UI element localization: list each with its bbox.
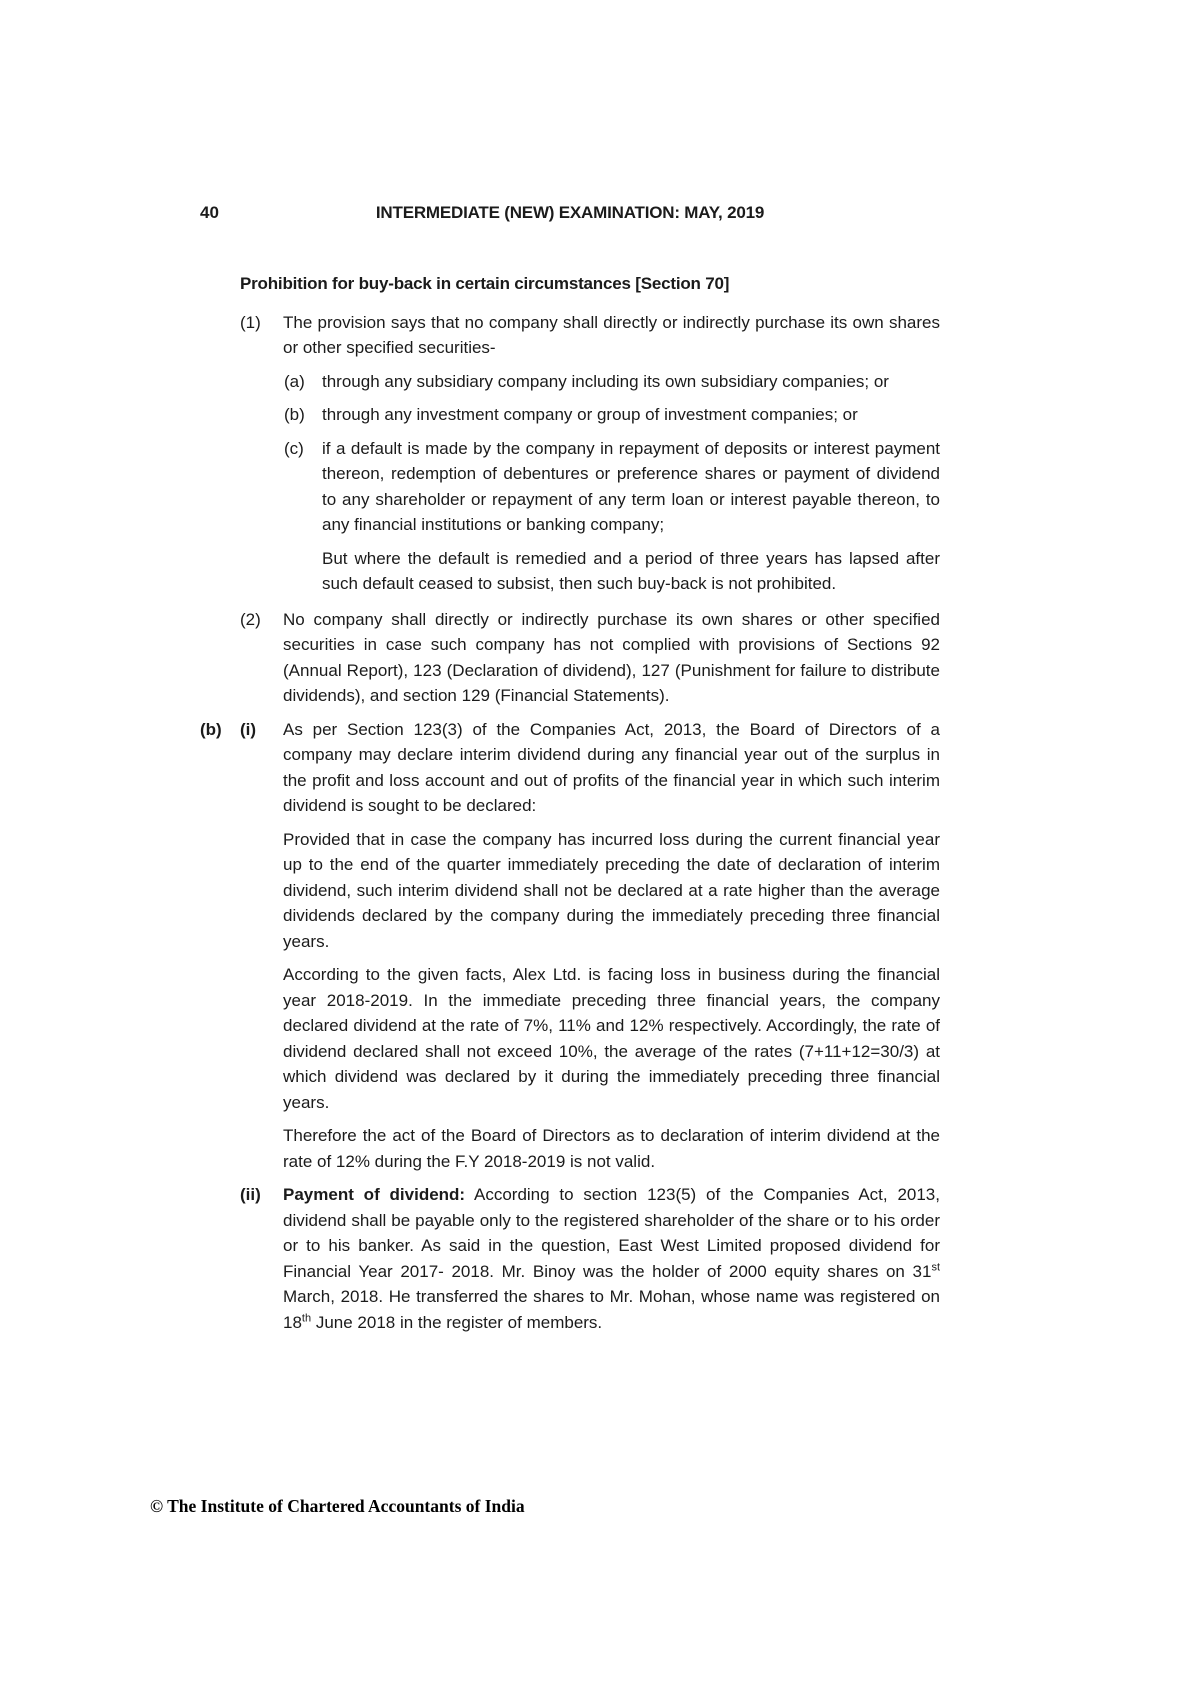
page-footer: © The Institute of Chartered Accountants of India [150,1496,525,1516]
list-item-2 [240,607,940,709]
list-item-b-i [200,717,940,819]
item-1-continuation: But where the default is remedied and a period of three years has lapsed after such default ceased to subsist, then such buy-back is not prohibited. [322,548,940,593]
header-title: INTERMEDIATE (NEW) EXAMINATION: MAY, 2019 [375,203,765,222]
item-b-marker: (b) [200,719,222,739]
item-1c-marker: (c) [284,438,304,458]
list-item-1 [240,310,940,361]
item-1-text: The provision says that no company shall directly or indirectly purchase its own shares or other specified securities- [283,312,940,357]
list-item-1a [284,369,940,395]
list-item-b-ii [240,1182,940,1335]
item-i-marker: (i) [240,719,257,739]
item-ii-marker: (ii) [240,1185,261,1204]
item-1c-text: if a default is made by the company in repayment of deposits or interest payment thereon, redemption of debentures or preference shares or payment of dividend to any shareholder or repayment of any term loan or interest payable thereon, to any financial institutions or banking company; [322,438,940,534]
item-b-i-para3: According to the given facts, Alex Ltd. is facing loss in business during the financial year 2018-2019. In the immediate preceding three financial years, the company declared dividend at the rate of 7%, 11% and 12% respectively. Accordingly, the rate of dividend declared shall not exceed 10%, the average of the rates (7+11+12=30/3) at which dividend was declared by it during the immediately preceding three financial years. [283,965,940,1112]
item-1-marker: (1) [240,312,261,332]
item-b-i-para4: Therefore the act of the Board of Directors as to declaration of interim dividend at the rate of 12% during the F.Y 2018-2019 is not valid. [283,1126,940,1171]
item-ii-text-part1: According to section 123(5) of the Companies Act, 2013, dividend shall be payable only to the registered shareholder of the share or to his order or to his banker. As said in the question, East West Limited proposed dividend for Financial Year 2017- 2018. Mr. Binoy was the holder of 2000 equity shares on 31 [283,1185,940,1281]
item-b-i-para1: As per Section 123(3) of the Companies Act, 2013, the Board of Directors of a company may declare interim dividend during any financial year out of the surplus in the profit and loss account and out of profits of the financial year in which such interim dividend is sought to be declared: [283,719,940,815]
item-ii-text-part2: March, 2018. He transferred the shares to Mr. Mohan, whose name was registered on 18 [283,1287,940,1332]
item-1b-text: through any investment company or group of investment companies; or [322,405,858,424]
list-item-1c [284,436,940,538]
page-header [200,203,940,223]
superscript-st: st [931,1260,940,1273]
item-ii-text-part3: June 2018 in the register of members. [311,1312,603,1332]
item-2-text: No company shall directly or indirectly purchase its own shares or other specified securities in case such company has not complied with provisions of Sections 92 (Annual Report), 123 (Declaration of dividend), 127 (Punishment for failure to distribute dividends), and section 129 (Financial Statements). [283,609,940,705]
page-body [200,271,940,1343]
item-b-ii-text [283,1182,940,1335]
superscript-th: th [301,1311,312,1324]
page-number: 40 [200,203,219,222]
item-1b-marker: (b) [284,405,305,424]
item-1a-text: through any subsidiary company including its own subsidiary companies; or [322,371,889,391]
item-b-i-para2: Provided that in case the company has incurred loss during the current financial year up to the end of the quarter immediately preceding the date of declaration of interim dividend, such interim dividend shall not be declared at a rate higher than the average dividends declared by the company during the immediately preceding three financial years. [283,829,940,951]
section-heading: Prohibition for buy-back in certain circumstances [Section 70] [240,274,730,293]
list-item-1b [284,402,940,428]
item-2-marker: (2) [240,609,261,629]
item-1a-marker: (a) [284,371,305,391]
payment-of-dividend-lead: Payment of dividend: [283,1185,466,1204]
